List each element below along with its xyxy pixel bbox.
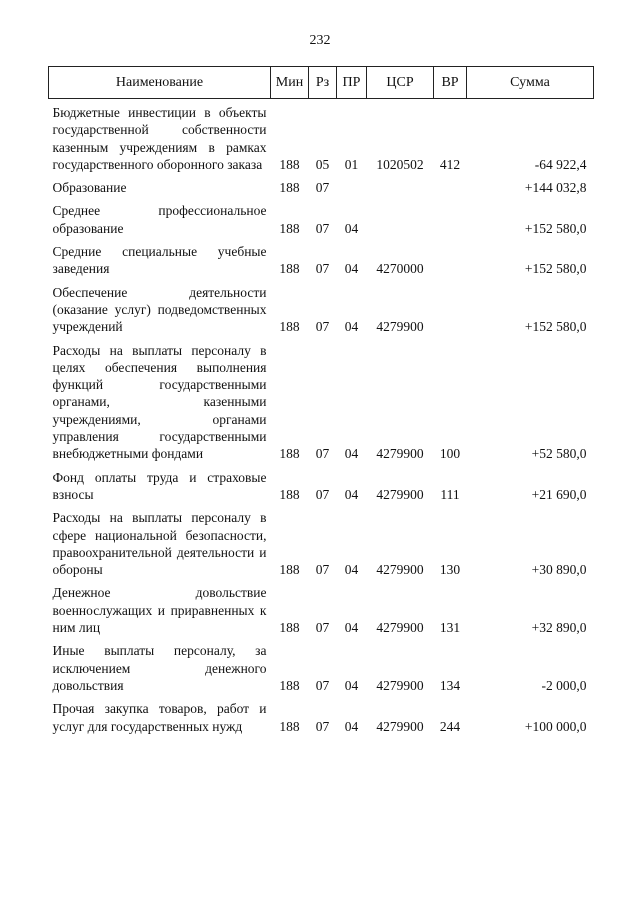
table-row <box>49 463 594 504</box>
row-rz: 07 <box>315 319 330 335</box>
row-csr: 4279900 <box>376 718 424 734</box>
row-sum: -2 000,0 <box>541 677 587 693</box>
row-pr: 01 <box>344 156 359 172</box>
row-min: 188 <box>279 261 300 277</box>
row-sum: +30 890,0 <box>531 562 587 578</box>
row-vr: 100 <box>439 446 461 462</box>
row-name: Прочая закупка товаров, работ и услуг для государственных нужд <box>52 701 267 734</box>
header-min: Мин <box>271 67 309 99</box>
table-row <box>49 578 594 636</box>
row-min: 188 <box>279 620 300 636</box>
row-min: 188 <box>279 180 300 196</box>
table-row <box>49 237 594 278</box>
row-sum: +32 890,0 <box>531 620 587 636</box>
row-csr: 4279900 <box>376 319 424 335</box>
row-min: 188 <box>279 718 300 734</box>
row-pr <box>337 173 367 196</box>
row-csr: 4279900 <box>376 620 424 636</box>
budget-table <box>48 66 594 735</box>
row-name: Расходы на выплаты персоналу в сфере национальной безопасности, правоохранительной деятельности и обороны <box>52 510 267 578</box>
row-rz: 07 <box>315 261 330 277</box>
table-row <box>49 503 594 578</box>
row-sum: +152 580,0 <box>524 220 587 236</box>
row-pr: 04 <box>344 446 359 462</box>
row-rz: 07 <box>315 220 330 236</box>
header-csr: ЦСР <box>367 67 434 99</box>
row-sum: +52 580,0 <box>531 446 587 462</box>
row-pr: 04 <box>344 677 359 693</box>
header-vr: ВР <box>434 67 467 99</box>
row-min: 188 <box>279 156 300 172</box>
row-min: 188 <box>279 319 300 335</box>
row-name: Обеспечение деятельности (оказание услуг) подведомственных учреждений <box>52 284 267 335</box>
table-row <box>49 336 594 463</box>
row-name: Иные выплаты персоналу, за исключением денежного довольствия <box>52 643 267 693</box>
row-rz: 07 <box>315 180 330 196</box>
row-vr <box>434 278 467 336</box>
row-sum: +21 690,0 <box>531 486 587 502</box>
row-pr: 04 <box>344 319 359 335</box>
row-min: 188 <box>279 220 300 236</box>
table-row <box>49 636 594 694</box>
row-vr <box>434 237 467 278</box>
row-sum: -64 922,4 <box>534 156 587 172</box>
row-pr: 04 <box>344 261 359 277</box>
row-vr: 134 <box>439 677 461 693</box>
table-row <box>49 173 594 196</box>
table-header-row <box>49 67 594 99</box>
row-vr: 130 <box>439 562 461 578</box>
row-pr: 04 <box>344 562 359 578</box>
header-pr: ПР <box>337 67 367 99</box>
row-rz: 07 <box>315 718 330 734</box>
row-name: Расходы на выплаты персоналу в целях обеспечения выполнения функций государственными органами, казенными учреждениями, органами управления государственными внебюджетными фондами <box>52 342 267 462</box>
row-csr <box>367 173 434 196</box>
row-min: 188 <box>279 677 300 693</box>
row-name: Средние специальные учебные заведения <box>52 244 267 277</box>
row-pr: 04 <box>344 620 359 636</box>
row-rz: 07 <box>315 486 330 502</box>
row-vr: 412 <box>439 156 461 172</box>
table-row <box>49 694 594 735</box>
row-csr: 4279900 <box>376 486 424 502</box>
row-name: Бюджетные инвестиции в объекты государственной собственности казенным учреждениям в рамках государственного оборонного заказа <box>52 105 267 172</box>
row-name: Денежное довольствие военнослужащих и приравненных к ним лиц <box>52 585 267 636</box>
row-vr: 111 <box>440 486 460 502</box>
header-sum: Сумма <box>467 67 594 99</box>
row-csr <box>367 196 434 237</box>
row-rz: 05 <box>315 156 330 172</box>
row-sum: +100 000,0 <box>524 718 587 734</box>
header-rz: Рз <box>309 67 337 99</box>
row-name: Среднее профессиональное образование <box>52 203 267 236</box>
row-rz: 07 <box>315 620 330 636</box>
row-rz: 07 <box>315 562 330 578</box>
row-vr <box>434 173 467 196</box>
row-pr: 04 <box>344 220 359 236</box>
table-row <box>49 99 594 174</box>
page-number: 232 <box>309 33 331 48</box>
row-csr: 4270000 <box>376 261 424 277</box>
row-csr: 4279900 <box>376 562 424 578</box>
row-min: 188 <box>279 446 300 462</box>
row-sum: +144 032,8 <box>524 180 587 196</box>
row-pr: 04 <box>344 486 359 502</box>
row-min: 188 <box>279 562 300 578</box>
row-min: 188 <box>279 486 300 502</box>
row-rz: 07 <box>315 677 330 693</box>
table-row <box>49 278 594 336</box>
row-csr: 1020502 <box>376 156 424 172</box>
row-csr: 4279900 <box>376 677 424 693</box>
row-pr: 04 <box>344 718 359 734</box>
row-rz: 07 <box>315 446 330 462</box>
row-name: Фонд оплаты труда и страховые взносы <box>52 469 267 502</box>
row-name: Образование <box>52 180 127 196</box>
row-vr: 244 <box>439 718 461 734</box>
row-csr: 4279900 <box>376 446 424 462</box>
header-name: Наименование <box>49 67 271 99</box>
row-vr <box>434 196 467 237</box>
row-vr: 131 <box>439 620 461 636</box>
row-sum: +152 580,0 <box>524 319 587 335</box>
table-row <box>49 196 594 237</box>
row-sum: +152 580,0 <box>524 261 587 277</box>
